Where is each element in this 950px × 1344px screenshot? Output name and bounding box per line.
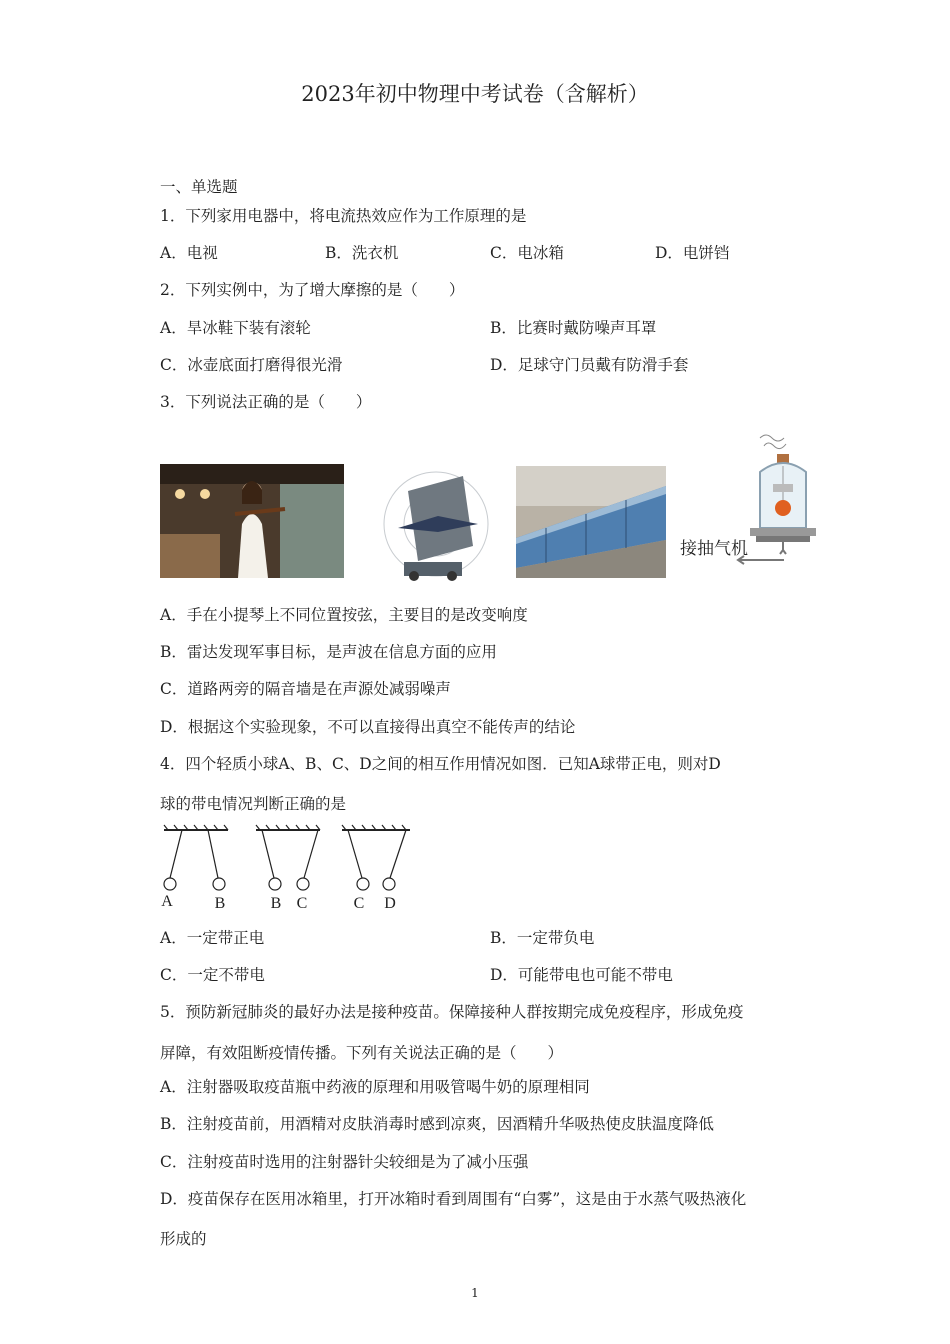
q4-option-b: B．一定带负电 <box>490 929 595 947</box>
q2-option-c: C．冰壶底面打磨得很光滑 <box>160 356 343 374</box>
q5-option-d-line1: D．疫苗保存在医用冰箱里，打开冰箱时看到周围有“白雾”，这是由于水蒸气吸热液化 <box>160 1190 747 1208</box>
question-4-stem-line2: 球的带电情况判断正确的是 <box>160 795 347 813</box>
q1-option-a: A．电视 <box>160 244 218 262</box>
q2-option-d: D．足球守门员戴有防滑手套 <box>490 356 689 374</box>
charged-balls-diagram <box>158 822 418 914</box>
q4-option-d: D．可能带电也可能不带电 <box>490 966 673 984</box>
ball-label-b: B <box>214 895 226 912</box>
ball-label-c: C <box>296 895 308 912</box>
question-4-stem-line1: 4．四个轻质小球A、B、C、D之间的相互作用情况如图．已知A球带正电，则对D <box>160 755 721 773</box>
ball-label-c2: C <box>353 895 365 912</box>
page-title: 2023年初中物理中考试卷（含解析） <box>301 82 649 106</box>
q2-option-a: A．旱冰鞋下装有滚轮 <box>160 319 311 337</box>
q3-option-a: A．手在小提琴上不同位置按弦，主要目的是改变响度 <box>160 606 528 624</box>
q1-option-c: C．电冰箱 <box>490 244 564 262</box>
q3-option-c: C．道路两旁的隔音墙是在声源处减弱噪声 <box>160 680 451 698</box>
q3-option-b: B．雷达发现军事目标，是声波在信息方面的应用 <box>160 643 497 661</box>
q4-option-c: C．一定不带电 <box>160 966 265 984</box>
question-2-stem: 2．下列实例中，为了增大摩擦的是（ ） <box>160 281 465 299</box>
ball-label-a: A <box>161 893 173 910</box>
question-3-stem: 3．下列说法正确的是（ ） <box>160 393 372 411</box>
vacuum-pump-caption: 接抽气机 <box>680 539 748 558</box>
q2-option-b: B．比赛时戴防噪声耳罩 <box>490 319 657 337</box>
sound-barrier-wall-image <box>516 466 666 578</box>
q1-option-d: D．电饼铛 <box>655 244 730 262</box>
question-5-stem-line2: 屏障，有效阻断疫情传播。下列有关说法正确的是（ ） <box>160 1044 564 1062</box>
q1-option-b: B．洗衣机 <box>325 244 399 262</box>
violin-player-image <box>160 464 344 578</box>
question-5-stem-line1: 5．预防新冠肺炎的最好办法是接种疫苗。保障接种人群按期完成免疫程序，形成免疫 <box>160 1003 744 1021</box>
q3-option-d: D．根据这个实验现象，不可以直接得出真空不能传声的结论 <box>160 718 576 736</box>
bell-jar-experiment-image <box>676 432 826 572</box>
section-heading: 一、单选题 <box>160 178 238 196</box>
ball-label-b2: B <box>270 895 282 912</box>
q4-option-a: A．一定带正电 <box>160 929 265 947</box>
ball-label-d: D <box>384 895 396 912</box>
q5-option-a: A．注射器吸取疫苗瓶中药液的原理和用吸管喝牛奶的原理相同 <box>160 1078 590 1096</box>
q5-option-d-line2: 形成的 <box>160 1230 207 1248</box>
q5-option-c: C．注射疫苗时选用的注射器针尖较细是为了减小压强 <box>160 1153 529 1171</box>
question-1-stem: 1．下列家用电器中，将电流热效应作为工作原理的是 <box>160 207 527 225</box>
q5-option-b: B．注射疫苗前，用酒精对皮肤消毒时感到凉爽，因酒精升华吸热使皮肤温度降低 <box>160 1115 714 1133</box>
radar-image <box>378 466 494 582</box>
page-number: 1 <box>471 1286 479 1300</box>
